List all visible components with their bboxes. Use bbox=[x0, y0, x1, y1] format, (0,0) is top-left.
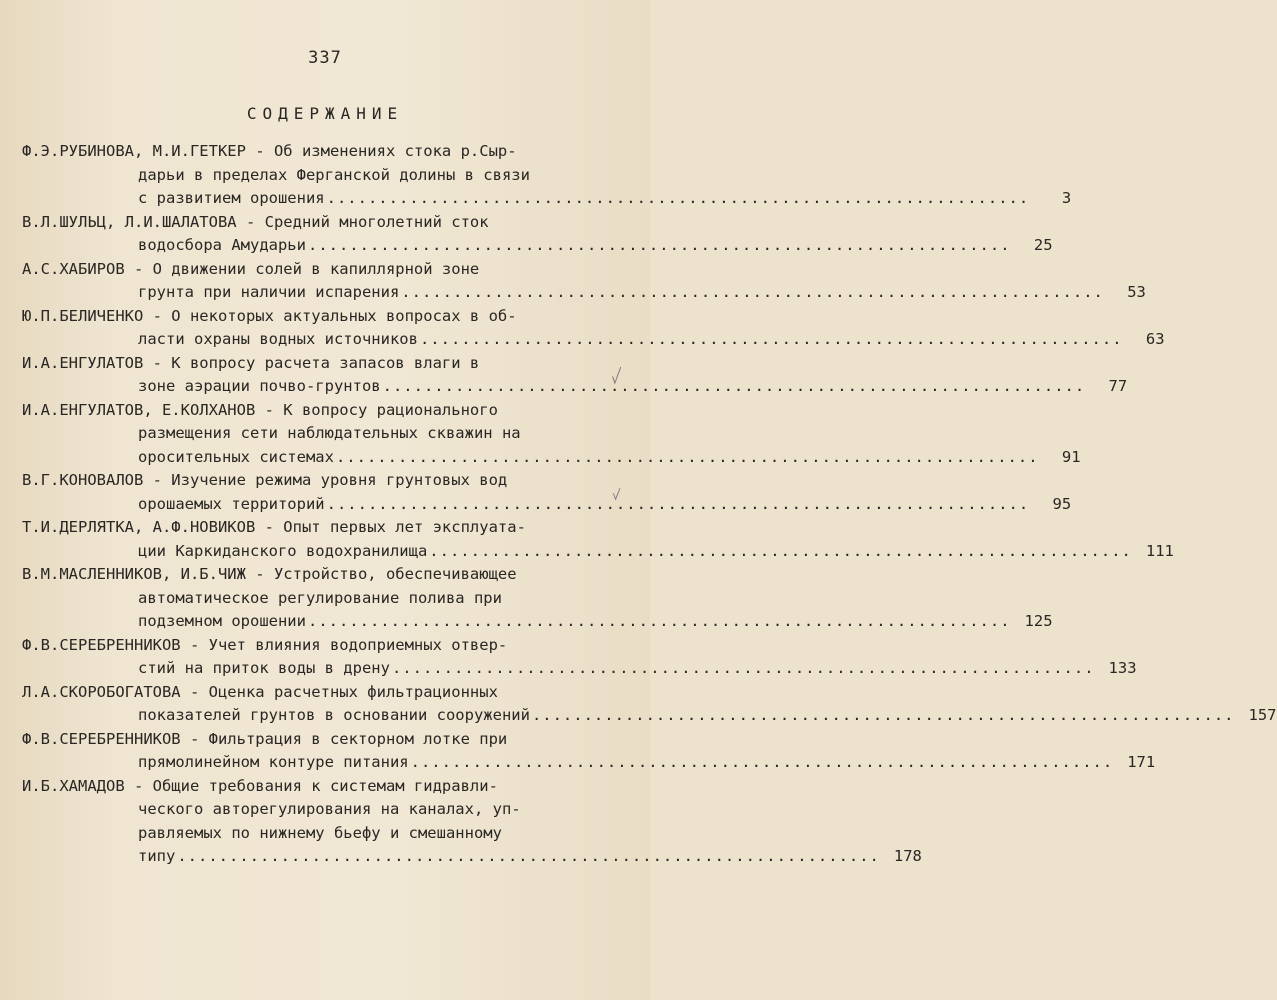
toc-page-number: 53 bbox=[1127, 283, 1146, 301]
toc-entry-line bbox=[22, 612, 1053, 636]
toc-entry-line bbox=[22, 330, 1165, 354]
toc-entry bbox=[22, 518, 1174, 565]
toc-entry bbox=[22, 212, 1053, 260]
toc-entry-line bbox=[22, 213, 592, 237]
dot-leader: .................................................................... bbox=[382, 377, 1086, 395]
toc-entry bbox=[22, 353, 1128, 401]
toc-entry-line bbox=[22, 565, 592, 589]
toc-entry-line bbox=[22, 166, 592, 190]
toc-entry bbox=[22, 306, 1165, 354]
toc-entry-authors-title: И.Б.ХАМАДОВ - Общие требования к системам гидравли- bbox=[22, 776, 498, 795]
toc-entry-line bbox=[22, 518, 592, 542]
toc-title: СОДЕРЖАНИЕ bbox=[246, 104, 404, 123]
toc-page-number: 25 bbox=[1033, 236, 1053, 254]
toc-entry-line bbox=[22, 377, 1128, 401]
toc-entry-authors-title: Ф.В.СЕРЕБРЕННИКОВ - Учет влияния водоприемных отвер- bbox=[22, 635, 508, 654]
toc-page-number: 77 bbox=[1108, 377, 1128, 395]
toc-entry-line bbox=[22, 424, 592, 448]
dot-leader: .................................................................... bbox=[307, 236, 1011, 254]
toc-entry-authors-title: И.А.ЕНГУЛАТОВ, Е.КОЛХАНОВ - К вопросу рационального bbox=[22, 400, 498, 419]
dot-leader: .................................................................... bbox=[531, 706, 1235, 724]
dot-leader: .................................................................... bbox=[410, 753, 1114, 771]
toc-entry-line bbox=[22, 824, 592, 848]
toc-entry-line bbox=[22, 541, 1174, 566]
toc-entry-line bbox=[22, 354, 592, 378]
toc-entry bbox=[22, 142, 1072, 213]
toc-entry-line bbox=[22, 777, 592, 801]
toc-entry-title-continuation: прямолинейном контуре питания bbox=[138, 753, 409, 771]
toc-entry-line bbox=[22, 706, 1277, 730]
toc-entry-line bbox=[22, 659, 1137, 683]
toc-entry-authors-title: Ф.В.СЕРЕБРЕННИКОВ - Фильтрация в секторном лотке при bbox=[22, 729, 508, 748]
toc-entry-title-continuation: зоне аэрации почво-грунтов bbox=[138, 377, 381, 395]
toc-entry-line bbox=[22, 142, 592, 166]
toc-entry-authors-title: А.С.ХАБИРОВ - О движении солей в капиллярной зоне bbox=[22, 259, 480, 278]
toc-entry-line bbox=[22, 447, 1081, 472]
toc-page-number: 95 bbox=[1052, 494, 1072, 513]
toc-entry bbox=[22, 259, 1146, 307]
toc-entry-line bbox=[22, 494, 1072, 519]
dot-leader: .................................................................... bbox=[326, 494, 1030, 513]
toc-entry-title-continuation: типу bbox=[138, 847, 176, 865]
toc-entry bbox=[22, 471, 1072, 518]
dot-leader: .................................................................... bbox=[307, 612, 1011, 630]
toc-entry-title-continuation: показателей грунтов в основании сооружений bbox=[138, 706, 530, 724]
toc-entry-authors-title: В.Г.КОНОВАЛОВ - Изучение режима уровня грунтовых вод bbox=[22, 471, 508, 489]
toc-entry bbox=[22, 682, 1277, 730]
toc-entry-line bbox=[22, 753, 1156, 777]
toc-entry-title-continuation: стий на приток воды в дрену bbox=[138, 659, 390, 677]
toc-page-number: 125 bbox=[1024, 612, 1053, 630]
toc-entry bbox=[22, 776, 922, 871]
table-of-contents bbox=[22, 142, 1277, 871]
toc-entry-line bbox=[22, 847, 922, 871]
toc-entry-title-continuation: грунта при наличии испарения bbox=[138, 283, 400, 301]
toc-entry-authors-title: Л.А.СКОРОБОГАТОВА - Оценка расчетных фильтрационных bbox=[22, 682, 498, 701]
toc-entry-line bbox=[22, 730, 592, 754]
dot-leader: .................................................................... bbox=[391, 659, 1095, 677]
dot-leader: .................................................................... bbox=[335, 447, 1039, 466]
toc-entry bbox=[22, 729, 1156, 777]
dot-leader: .................................................................... bbox=[429, 541, 1132, 560]
toc-entry-line bbox=[22, 236, 1053, 260]
toc-page-number: 133 bbox=[1108, 659, 1137, 677]
toc-entry-title-continuation: орошаемых территорий bbox=[138, 494, 325, 513]
toc-page-number: 157 bbox=[1248, 706, 1277, 724]
toc-entry-authors-title: Т.И.ДЕРЛЯТКА, А.Ф.НОВИКОВ - Опыт первых лет эксплуата- bbox=[22, 518, 526, 536]
toc-entry-title-continuation: подземном орошении bbox=[138, 612, 306, 630]
toc-entry-title-continuation: ческого авторегулирования на каналах, уп- bbox=[138, 800, 521, 818]
toc-entry-line bbox=[22, 401, 592, 425]
toc-entry-title-continuation: оросительных системах bbox=[138, 447, 334, 466]
toc-page-number: 178 bbox=[893, 847, 922, 865]
toc-page-number: 3 bbox=[1061, 189, 1072, 207]
toc-entry-line bbox=[22, 260, 592, 284]
toc-entry-line bbox=[22, 683, 592, 707]
pencil-checkmark-icon bbox=[612, 365, 622, 387]
toc-entry-line bbox=[22, 283, 1146, 307]
toc-entry-title-continuation: размещения сети наблюдательных скважин на bbox=[138, 424, 521, 442]
toc-entry-title-continuation: водосбора Амударьи bbox=[138, 236, 306, 254]
toc-entry-title-continuation: ласти охраны водных источников bbox=[138, 330, 418, 348]
toc-entry-title-continuation: с развитием орошения bbox=[138, 189, 325, 207]
toc-page-number: 171 bbox=[1127, 753, 1156, 771]
toc-entry-authors-title: Ю.П.БЕЛИЧЕНКО - О некоторых актуальных вопросах в об- bbox=[22, 306, 517, 325]
toc-entry-authors-title: В.Л.ШУЛЬЦ, Л.И.ШАЛАТОВА - Средний многолетний сток bbox=[22, 212, 489, 231]
toc-entry bbox=[22, 400, 1081, 472]
page-number: 337 bbox=[308, 48, 342, 68]
toc-entry-title-continuation: равляемых по нижнему бьефу и смешанному bbox=[138, 823, 502, 842]
toc-entry bbox=[22, 565, 1053, 636]
toc-entry bbox=[22, 635, 1137, 683]
toc-entry-line bbox=[22, 189, 1072, 213]
toc-entry-title-continuation: автоматическое регулирование полива при bbox=[138, 588, 502, 607]
toc-entry-line bbox=[22, 307, 592, 331]
pencil-checkmark-icon bbox=[612, 484, 622, 506]
toc-entry-authors-title: И.А.ЕНГУЛАТОВ - К вопросу расчета запасов влаги в bbox=[22, 353, 480, 372]
toc-page-number: 91 bbox=[1061, 447, 1081, 466]
toc-entry-line bbox=[22, 589, 592, 613]
dot-leader: .................................................................... bbox=[326, 189, 1030, 207]
dot-leader: .................................................................... bbox=[401, 283, 1104, 301]
toc-entry-line bbox=[22, 636, 592, 660]
toc-entry-title-continuation: дарьи в пределах Ферганской долины в связи bbox=[138, 165, 530, 184]
dot-leader: .................................................................... bbox=[177, 847, 880, 865]
toc-page-number: 111 bbox=[1145, 541, 1174, 560]
toc-entry-authors-title: В.М.МАСЛЕННИКОВ, И.Б.ЧИЖ - Устройство, обеспечивающее bbox=[22, 565, 517, 583]
toc-page-number: 63 bbox=[1145, 330, 1165, 348]
toc-entry-line bbox=[22, 471, 592, 495]
toc-entry-line bbox=[22, 800, 592, 824]
toc-entry-authors-title: Ф.Э.РУБИНОВА, М.И.ГЕТКЕР - Об изменениях стока р.Сыр- bbox=[22, 142, 517, 160]
toc-entry-title-continuation: ции Каркиданского водохранилища bbox=[138, 541, 428, 560]
dot-leader: .................................................................... bbox=[419, 330, 1123, 348]
